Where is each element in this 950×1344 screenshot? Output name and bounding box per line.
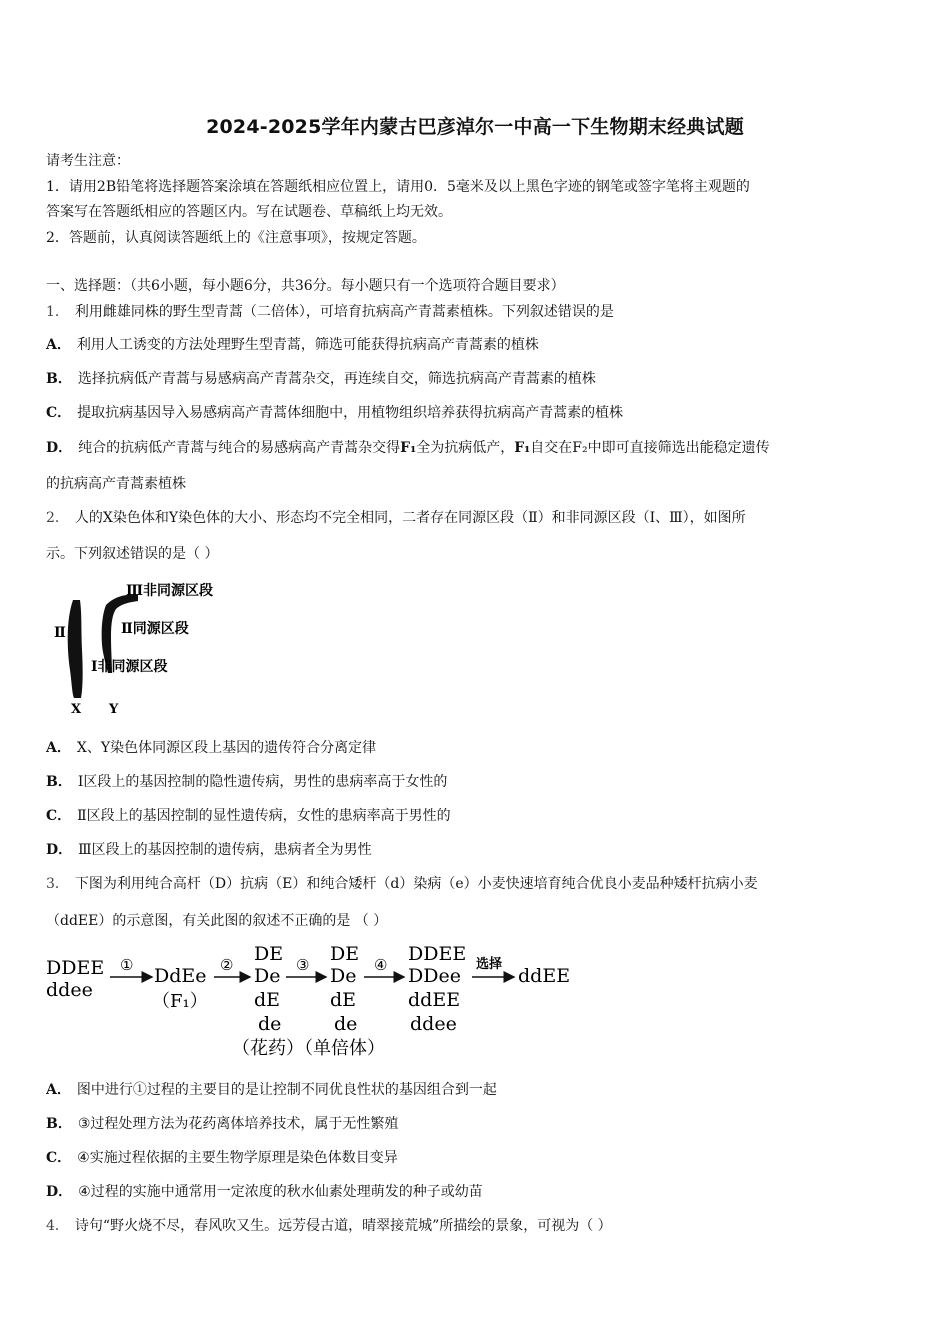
q2-option-b[interactable]	[46, 772, 908, 792]
option-text: 全为抗病低产，	[416, 440, 515, 456]
option-text: Ⅲ区段上的基因控制的遗传病，患病者全为男性	[78, 842, 372, 858]
option-text: Ⅱ区段上的基因控制的显性遗传病，女性的患病率高于男性的	[77, 808, 451, 824]
diploid: ddEE	[408, 989, 461, 1011]
notice-item: 2．答题前，认真阅读答题纸上的《注意事项》，按规定答题。	[46, 230, 426, 246]
q1-option-d-continued: 的抗病高产青蒿素植株	[46, 476, 186, 492]
x-label: X	[71, 702, 82, 717]
option-text: X、Y染色体同源区段上基因的遗传符合分离定律	[76, 740, 377, 756]
y-label: Y	[109, 702, 119, 717]
bottom-stage-label: （花药）（单倍体）	[232, 1038, 385, 1059]
question-2-stem-continued: 示。下列叙述错误的是（ ）	[46, 546, 219, 562]
question-2-stem	[46, 508, 908, 528]
option-key: A．	[46, 740, 71, 756]
parent-ddee-lower: ddee	[46, 979, 93, 1001]
generation-label: F₁	[514, 440, 531, 456]
question-number: 4．	[46, 1218, 69, 1234]
gamete: De	[254, 965, 281, 987]
chromosome-figure	[46, 575, 246, 720]
option-text: Ⅰ区段上的基因控制的隐性遗传病，男性的患病率高于女性的	[77, 774, 448, 790]
notice-heading: 请考生注意：	[46, 153, 130, 169]
option-text: 利用人工诱变的方法处理野生型青蒿，筛选可能获得抗病高产青蒿素的植株	[76, 337, 539, 353]
select-label: 选择	[476, 957, 503, 972]
diploid: DDEE	[408, 943, 467, 965]
q2-option-d[interactable]	[46, 840, 908, 860]
notice-item: 答案写在答题纸相应的答题区内。写在试题卷、草稿纸上均无效。	[46, 204, 452, 220]
q2-option-c[interactable]	[46, 806, 908, 826]
haploid: De	[330, 965, 357, 987]
notice-item: 1．请用2B铅笔将选择题答案涂填在答题纸相应位置上，请用0．5毫米及以上黑色字迹的钢笔或签字笔将主观题的	[46, 179, 750, 195]
question-4-stem	[46, 1216, 908, 1236]
option-key: B．	[46, 371, 72, 387]
question-number: 3．	[46, 876, 69, 892]
option-text: ③过程处理方法为花药离体培养技术，属于无性繁殖	[77, 1116, 399, 1132]
parent-ddee-upper: DDEE	[46, 957, 105, 979]
option-text: 提取抗病基因导入易感病高产青蒿体细胞中，用植物组织培养获得抗病高产青蒿素的植株	[77, 405, 624, 421]
result-genotype: ddEE	[518, 965, 571, 987]
option-text: 选择抗病低产青蒿与易感病高产青蒿杂交，再连续自交，筛选抗病高产青蒿素的植株	[77, 371, 596, 387]
diploid: ddee	[410, 1013, 457, 1035]
q1-option-b[interactable]	[46, 369, 908, 389]
label-segment-iii: Ⅲ非同源区段	[126, 583, 214, 599]
question-number: 1．	[46, 304, 69, 320]
x-chromosome	[68, 600, 83, 698]
q1-option-d[interactable]	[46, 438, 908, 458]
haploid: dE	[330, 989, 357, 1011]
option-key: C．	[46, 808, 72, 824]
step-1-marker: ①	[120, 956, 134, 974]
option-key: D．	[46, 1184, 73, 1200]
diploid: DDee	[408, 965, 461, 987]
option-text: 自交在	[530, 440, 573, 456]
option-key: C．	[46, 1150, 72, 1166]
haploid: de	[334, 1013, 358, 1035]
generation-label: F₁	[400, 440, 417, 456]
q3-option-d[interactable]	[46, 1182, 908, 1202]
option-key: B．	[46, 1116, 72, 1132]
q1-option-c[interactable]	[46, 403, 908, 423]
option-text: 纯合的抗病低产青蒿与纯合的易感病高产青蒿杂交得	[78, 440, 401, 456]
section-heading: 一、选择题：（共6小题，每小题6分，共36分。每小题只有一个选项符合题目要求）	[46, 278, 565, 294]
step-4-marker: ④	[374, 956, 388, 974]
option-key: A．	[46, 1082, 71, 1098]
option-key: D．	[46, 440, 73, 456]
label-segment-ii: Ⅱ同源区段	[121, 621, 189, 637]
option-key: C．	[46, 405, 72, 421]
question-1-stem	[46, 302, 908, 322]
question-text: 诗句“野火烧不尽，春风吹又生。远芳侵古道，晴翠接荒城”所描绘的景象，可视为（ ）	[74, 1218, 612, 1234]
generation-label: F₂	[572, 440, 588, 456]
x-left-mark: Ⅱ	[54, 625, 66, 641]
option-key: A．	[46, 337, 71, 353]
haploid: DE	[330, 943, 360, 965]
label-segment-i: Ⅰ非同源区段	[91, 659, 168, 675]
step-3-marker: ③	[296, 956, 310, 974]
q3-option-b[interactable]	[46, 1114, 908, 1134]
option-text: ④过程的实施中通常用一定浓度的秋水仙素处理萌发的种子或幼苗	[78, 1184, 483, 1200]
step-2-marker: ②	[220, 956, 234, 974]
question-text: 下图为利用纯合高杆（D）抗病（E）和纯合矮杆（d）染病（e）小麦快速培育纯合优良小麦品种矮杆抗病小麦	[74, 876, 758, 892]
question-text: 利用雌雄同株的野生型青蒿（二倍体），可培育抗病高产青蒿素植株。下列叙述错误的是	[74, 304, 614, 320]
option-key: D．	[46, 842, 73, 858]
gamete: de	[258, 1013, 282, 1035]
q3-option-c[interactable]	[46, 1148, 908, 1168]
question-text: 人的X染色体和Y染色体的大小、形态均不完全相同，二者存在同源区段（Ⅱ）和非同源区段（Ⅰ、Ⅲ），如图所	[74, 510, 746, 526]
q3-option-a[interactable]	[46, 1080, 908, 1100]
option-text: 中即可直接筛选出能稳定遗传	[587, 440, 770, 456]
breeding-flow-figure	[44, 940, 604, 1060]
page-title: 2024-2025学年内蒙古巴彦淖尔一中高一下生物期末经典试题	[206, 116, 744, 138]
option-key: B．	[46, 774, 72, 790]
q2-option-a[interactable]	[46, 738, 908, 758]
question-number: 2．	[46, 510, 69, 526]
gamete: dE	[254, 989, 281, 1011]
q1-option-a[interactable]	[46, 335, 908, 355]
f1-label: （F₁）	[152, 991, 208, 1012]
option-text: 图中进行①过程的主要目的是让控制不同优良性状的基因组合到一起	[76, 1082, 497, 1098]
question-3-stem-continued: （ddEE）的示意图，有关此图的叙述不正确的是 （ ）	[46, 913, 388, 929]
option-text: ④实施过程依据的主要生物学原理是染色体数目变异	[77, 1150, 398, 1166]
question-3-stem	[46, 874, 908, 894]
gamete: DE	[254, 943, 284, 965]
f1-genotype: DdEe	[154, 965, 207, 987]
